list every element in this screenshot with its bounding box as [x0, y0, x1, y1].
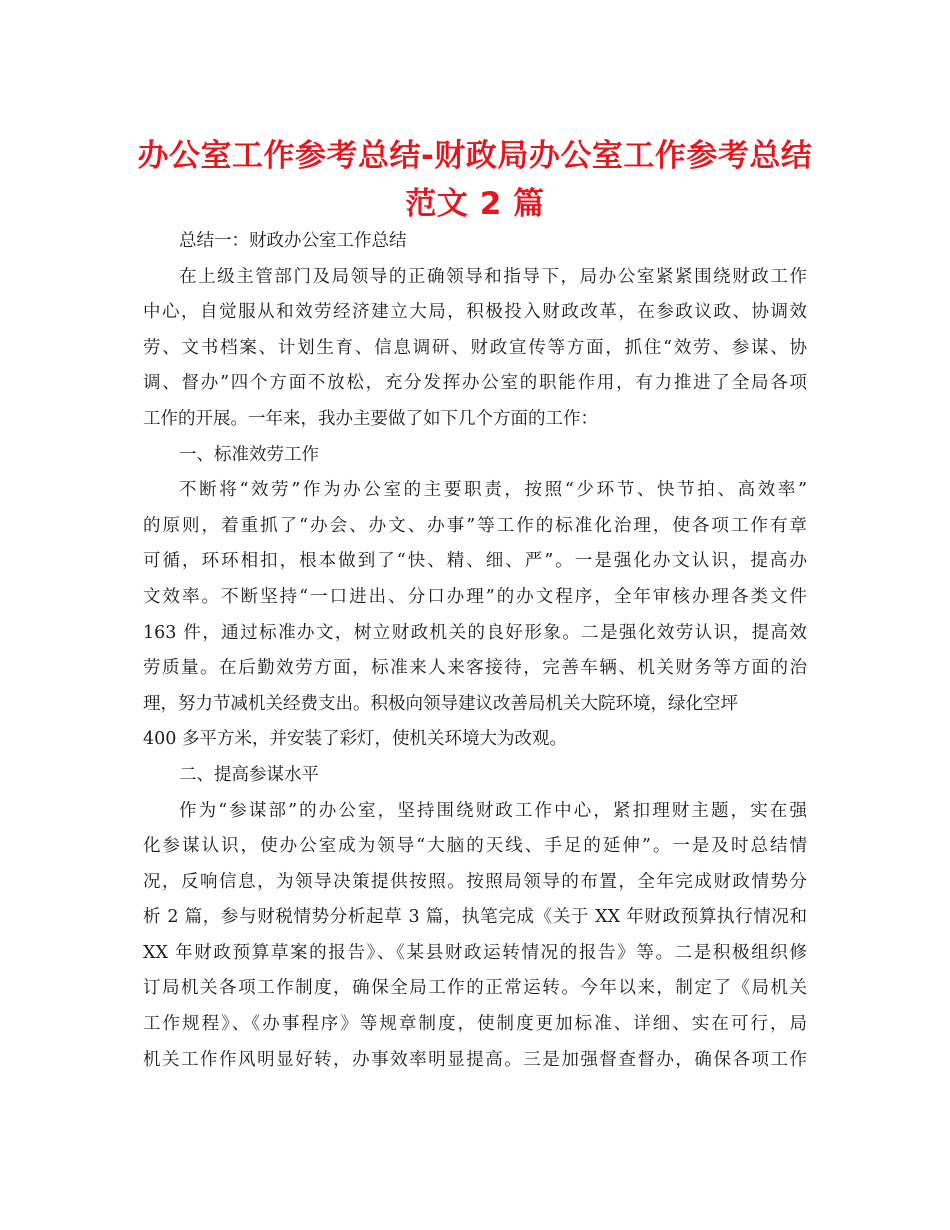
title-line-1: 办公室工作参考总结-财政局办公室工作参考总结 [137, 138, 813, 174]
title-line-2: 范文 2 篇 [405, 186, 545, 222]
text-line: 总结一：财政办公室工作总结 [179, 231, 407, 251]
text-line: 在上级主管部门及局领导的正确领导和指导下，局办公室紧紧围绕财政工作 [179, 266, 807, 287]
text-line: 不断将“效劳”作为办公室的主要职责，按照“少环节、快节拍、高效率” [179, 480, 807, 501]
text-line: 工作规程》、《办事程序》等规章制度，使制度更加标准、详细、实在可行，局 [143, 1014, 807, 1035]
text-line: 劳、文书档案、计划生育、信息调研、财政宣传等方面，抓住“效劳、参谋、协 [143, 337, 807, 358]
text-line: 文效率。不断坚持“一口进出、分口办理”的办文程序，全年审核办理各类文件 [143, 586, 807, 607]
text-line: 劳质量。在后勤效劳方面，标准来人来客接待，完善车辆、机关财务等方面的治 [143, 658, 807, 679]
text-line: 的原则，着重抓了“办会、办文、办事”等工作的标准化治理，使各项工作有章 [143, 515, 807, 536]
document-title [120, 132, 830, 228]
document-body [143, 224, 807, 1078]
text-line: 400 多平方米，并安装了彩灯，使机关环境大为改观。 [143, 729, 567, 750]
text-line: 作为“参谋部”的办公室，坚持围绕财政工作中心，紧扣理财主题，实在强 [179, 800, 807, 821]
text-line: 中心，自觉服从和效劳经济建立大局，积极投入财政改革，在参政议政、协调效 [143, 302, 807, 323]
text-line: 化参谋认识，使办公室成为领导“大脑的天线、手足的延伸”。一是及时总结情 [143, 836, 807, 857]
text-line: 况，反响信息，为领导决策提供按照。按照局领导的布置，全年完成财政情势分 [143, 871, 807, 892]
text-line: 订局机关各项工作制度，确保全局工作的正常运转。今年以来，制定了《局机关 [143, 978, 807, 999]
text-line: 机关工作作风明显好转，办事效率明显提高。三是加强督查督办，确保各项工作 [143, 1049, 807, 1070]
text-line: 调、督办”四个方面不放松，充分发挥办公室的职能作用，有力推进了全局各项 [143, 373, 807, 394]
text-line: 工作的开展。一年来，我办主要做了如下几个方面的工作： [143, 408, 598, 429]
text-line: 163 件，通过标准办文，树立财政机关的良好形象。二是强化效劳认识，提高效 [143, 622, 807, 643]
text-line: 二、提高参谋水平 [179, 764, 319, 785]
text-line: 理，努力节减机关经费支出。积极向领导建议改善局机关大院环境，绿化空坪 [143, 693, 738, 714]
text-line: 可循，环环相扣，根本做到了“快、精、细、严”。一是强化办文认识，提高办 [143, 551, 807, 572]
text-line: 一、标准效劳工作 [179, 444, 319, 465]
text-line: XX 年财政预算草案的报告》、《某县财政运转情况的报告》等。二是积极组织修 [143, 942, 807, 963]
text-line: 析 2 篇，参与财税情势分析起草 3 篇，执笔完成《关于 XX 年财政预算执行情况和 [143, 907, 807, 928]
